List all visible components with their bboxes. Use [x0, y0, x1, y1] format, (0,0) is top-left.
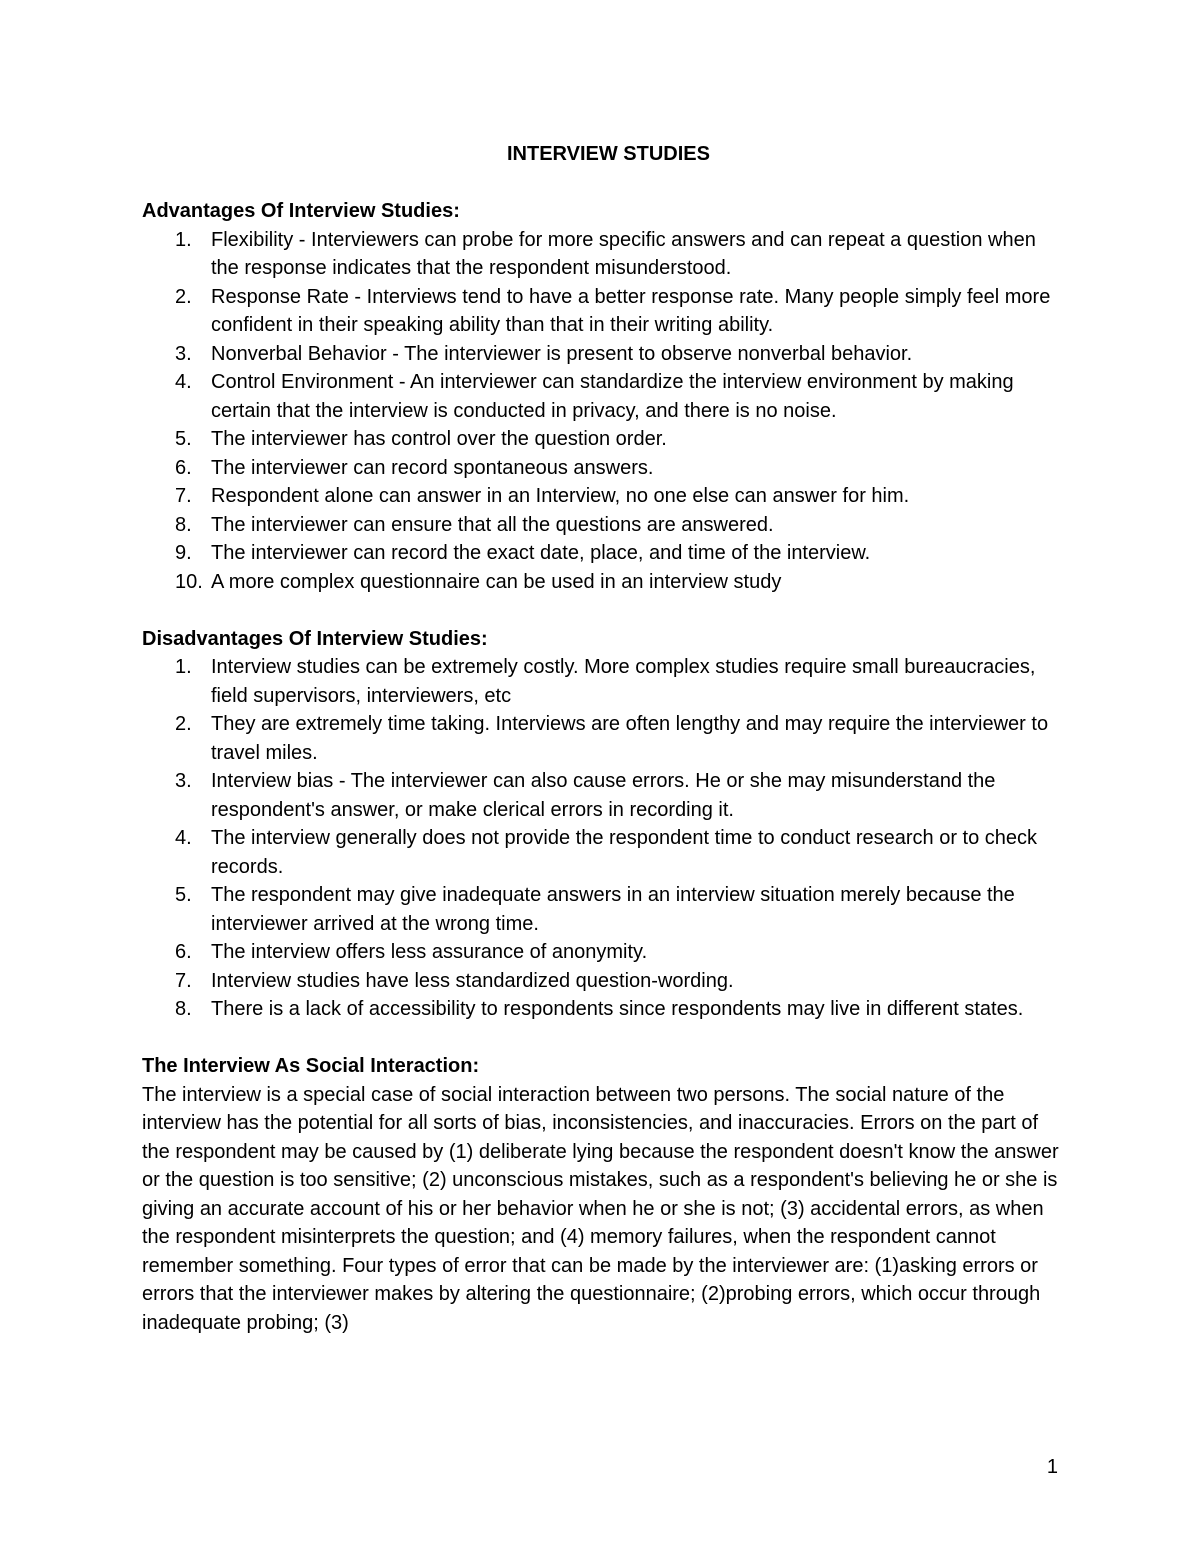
social-interaction-paragraph: The interview is a special case of social interaction between two persons. The social nature of the interview has the potential for all sorts of bias, inconsistencies, and inaccuracies. Errors on the part of the respondent may be caused by (1) deliberate lying because the respondent doesn't know the answer or the question is too sensitive; (2) unconscious mistakes, such as a respondent's believing he or she is giving an accurate account of his or her behavior when he or she is not; (3) accidental errors, as when the respondent misinterprets the question; and (4) memory failures, when the respondent cannot remember something. Four types of error that can be made by the interviewer are: (1)asking errors or errors that the interviewer makes by altering the questionnaire; (2)probing errors, which occur through inadequate probing; (3): [142, 1083, 1059, 1334]
list-item-text: Flexibility - Interviewers can probe for more specific answers and can repeat a question when the response indicates that the respondent misunderstood.: [211, 228, 1036, 279]
disadvantages-heading: Disadvantages Of Interview Studies:: [142, 627, 488, 650]
list-item-number: 2.: [175, 713, 192, 735]
list-item: [142, 653, 1067, 710]
list-item-number: 5.: [175, 428, 192, 450]
list-item-number: 8.: [175, 513, 192, 536]
list-item-number: 5.: [175, 884, 192, 906]
list-item: [142, 710, 1067, 767]
list-item-number: 1.: [175, 656, 192, 678]
list-item-text: The interviewer has control over the question order.: [211, 428, 667, 450]
list-item-text: They are extremely time taking. Interviews are often lengthy and may require the interviewer to travel miles.: [211, 713, 1049, 764]
list-item-number: 6.: [175, 941, 192, 963]
list-item: [142, 226, 1067, 283]
list-item-number: 2.: [175, 285, 192, 308]
list-item-text: There is a lack of accessibility to respondents since respondents may live in different states.: [211, 998, 1024, 1020]
section-spacer: [142, 1024, 1067, 1053]
list-item-number: 10.: [175, 570, 203, 593]
list-item-number: 8.: [175, 998, 192, 1020]
list-item: [142, 482, 1067, 511]
list-item: [142, 425, 1067, 454]
list-item-text: The interviewer can record spontaneous answers.: [211, 456, 654, 479]
list-item-number: 3.: [175, 342, 192, 365]
list-item-text: The interviewer can record the exact date, place, and time of the interview.: [211, 542, 871, 564]
list-item: [142, 938, 1067, 967]
list-item-text: Response Rate - Interviews tend to have a better response rate. Many people simply feel more confident in their speaking ability than that in their writing ability.: [211, 285, 1051, 336]
section-spacer: [142, 596, 1067, 625]
list-item-text: The interview offers less assurance of anonymity.: [211, 941, 648, 963]
list-item: [142, 368, 1067, 425]
list-item: [142, 967, 1067, 996]
list-item: [142, 283, 1067, 340]
list-item-number: 3.: [175, 770, 192, 792]
list-item-text: The respondent may give inadequate answers in an interview situation merely because the interviewer arrived at the wrong time.: [211, 884, 1015, 935]
list-item: [142, 824, 1067, 881]
social-interaction-heading: The Interview As Social Interaction:: [142, 1055, 480, 1077]
list-item-text: Nonverbal Behavior - The interviewer is present to observe nonverbal behavior.: [211, 342, 913, 365]
disadvantages-list: [142, 653, 1067, 1024]
list-item-number: 4.: [175, 371, 192, 393]
list-item-number: 1.: [175, 228, 192, 251]
list-item-text: The interviewer can ensure that all the questions are answered.: [211, 513, 774, 536]
list-item: [142, 881, 1067, 938]
list-item-text: A more complex questionnaire can be used in an interview study: [211, 570, 782, 593]
list-item: [142, 767, 1067, 824]
list-item-text: The interview generally does not provide the respondent time to conduct research or to check records.: [211, 827, 1038, 878]
list-item-text: Interview bias - The interviewer can also cause errors. He or she may misunderstand the respondent's answer, or make clerical errors in recording it.: [211, 770, 996, 821]
list-item: [142, 995, 1067, 1024]
list-item: [142, 511, 1067, 540]
list-item: [142, 454, 1067, 483]
list-item-text: Respondent alone can answer in an Interview, no one else can answer for him.: [211, 485, 910, 507]
list-item: [142, 340, 1067, 369]
list-item-number: 7.: [175, 485, 192, 507]
list-item: [142, 539, 1067, 568]
list-item-number: 9.: [175, 542, 192, 564]
list-item-number: 4.: [175, 827, 192, 849]
list-item-number: 6.: [175, 456, 192, 479]
document-title: INTERVIEW STUDIES: [507, 143, 710, 165]
list-item-text: Interview studies can be extremely costly. More complex studies require small bureaucracies, field supervisors, interviewers, etc: [211, 656, 1036, 707]
document-content: [142, 140, 1067, 1337]
list-item-text: Control Environment - An interviewer can standardize the interview environment by making certain that the interview is conducted in privacy, and there is no noise.: [211, 371, 1014, 422]
page-number: 1: [1046, 1456, 1058, 1478]
advantages-heading: Advantages Of Interview Studies:: [142, 200, 460, 222]
list-item-number: 7.: [175, 969, 192, 992]
advantages-list: [142, 226, 1067, 597]
list-item: [142, 568, 1067, 597]
list-item-text: Interview studies have less standardized question-wording.: [211, 969, 734, 992]
